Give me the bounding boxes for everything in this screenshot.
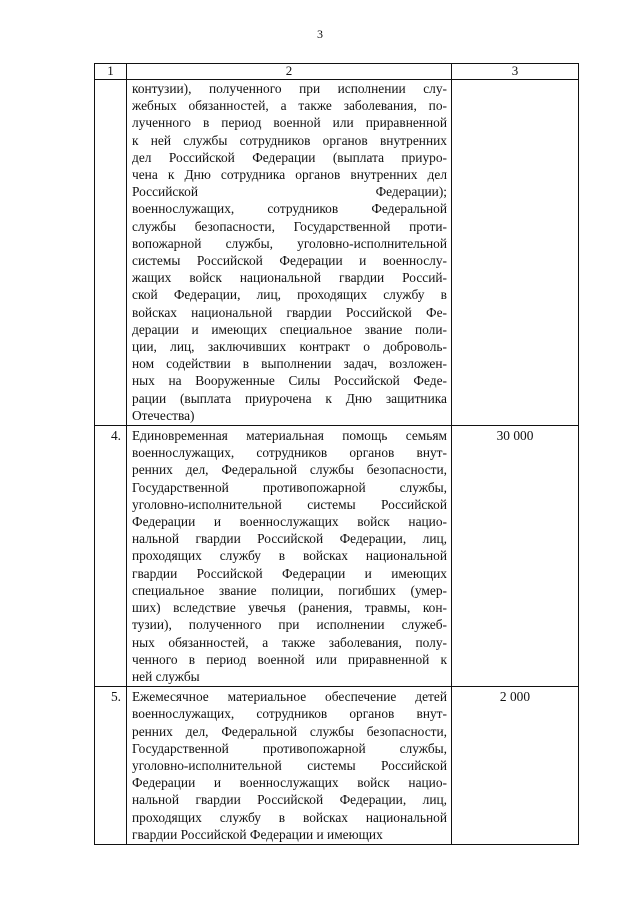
description-line: ренних дел, Федеральной службы безопасности, (132, 723, 447, 739)
description-line: ных обязанностей, а также заболевания, полу- (132, 634, 447, 650)
description-line: системы Российской Федерации и военнослу- (132, 253, 447, 269)
row-amount (452, 80, 579, 426)
description-line: лученного в период военной или приравненной (132, 115, 447, 131)
column-header-number: 1 (95, 64, 127, 80)
description-line: Ежемесячное материальное обеспечение детей (132, 689, 447, 705)
description-line: уголовно-исполнительной системы Российской (132, 496, 447, 512)
description-line: нальной гвардии Российской Федерации, лиц, (132, 531, 447, 547)
description-line: ченного в период военной или приравненной к (132, 651, 447, 667)
row-amount: 30 000 (452, 426, 579, 687)
row-amount: 2 000 (452, 687, 579, 845)
description-line: войсках национальной гвардии Российской Фе- (132, 304, 447, 320)
description-line: гвардии Российской Федерации и имеющих (132, 826, 383, 842)
description-line: контузии), полученного при исполнении слу- (132, 81, 447, 96)
description-line: Федерации и военнослужащих войск нацио- (132, 514, 447, 530)
description-line: военнослужащих, сотрудников органов внут- (132, 445, 447, 461)
description-line: уголовно-исполнительной системы Российской (132, 757, 447, 773)
description-line: Отечества) (132, 407, 195, 423)
description-line: чена к Дню сотрудника органов внутренних дел (132, 167, 447, 183)
page-number: 3 (317, 27, 323, 41)
description-line: ренних дел, Федеральной службы безопасности, (132, 462, 447, 478)
description-line: ших) вследствие увечья (ранения, травмы, кон- (132, 600, 447, 616)
description-line: жащих войск национальной гвардии Россий- (132, 270, 447, 286)
description-line: ном содействии в выполнении задач, возложен- (132, 356, 447, 372)
row-description (127, 426, 452, 687)
description-line: Государственной противопожарной службы, (132, 740, 447, 756)
description-line: дерации и имеющих специальное звание поли- (132, 321, 447, 337)
column-header-description: 2 (127, 64, 452, 80)
description-line: нальной гвардии Российской Федерации, лиц, (132, 792, 447, 808)
table-row (95, 687, 579, 845)
row-number: 5. (95, 687, 127, 845)
column-header-amount: 3 (452, 64, 579, 80)
description-line: специальное звание полиции, погибших (умер- (132, 582, 447, 598)
description-line: рации (выплата приурочена к Дню защитника (132, 390, 447, 406)
table-row (95, 80, 579, 426)
table-body (95, 80, 579, 845)
description-line: ской Федерации, лиц, проходящих службу в (132, 287, 447, 303)
row-description (127, 80, 452, 426)
description-line: Российской Федерации); (132, 184, 447, 200)
description-line: Федерации и военнослужащих войск нацио- (132, 775, 447, 791)
row-number (95, 80, 127, 426)
description-line: вопожарной службы, уголовно-исполнительной (132, 235, 447, 251)
row-number: 4. (95, 426, 127, 687)
benefits-table (94, 63, 579, 845)
description-line: ции, лиц, заключивших контракт о доброволь- (132, 339, 447, 355)
description-line: дел Российской Федерации (выплата приуро- (132, 149, 447, 165)
description-line: военнослужащих, сотрудников Федеральной (132, 201, 447, 217)
description-line: проходящих службу в войсках национальной (132, 548, 447, 564)
description-line: ных на Вооруженные Силы Российской Феде- (132, 373, 447, 389)
description-line: Государственной противопожарной службы, (132, 479, 447, 495)
row-description (127, 687, 452, 845)
description-line: Единовременная материальная помощь семьям (132, 428, 447, 444)
description-line: ней службы (132, 668, 200, 684)
description-line: к ней службы сотрудников органов внутренних (132, 132, 447, 148)
description-line: тузии), полученного при исполнении служеб- (132, 617, 447, 633)
table-header-row (95, 64, 579, 80)
description-line: военнослужащих, сотрудников органов внут- (132, 706, 447, 722)
table-row (95, 426, 579, 687)
description-line: проходящих службу в войсках национальной (132, 809, 447, 825)
description-line: гвардии Российской Федерации и имеющих (132, 565, 447, 581)
description-line: жебных обязанностей, а также заболевания, по- (132, 98, 447, 114)
description-line: службы безопасности, Государственной проти- (132, 218, 447, 234)
